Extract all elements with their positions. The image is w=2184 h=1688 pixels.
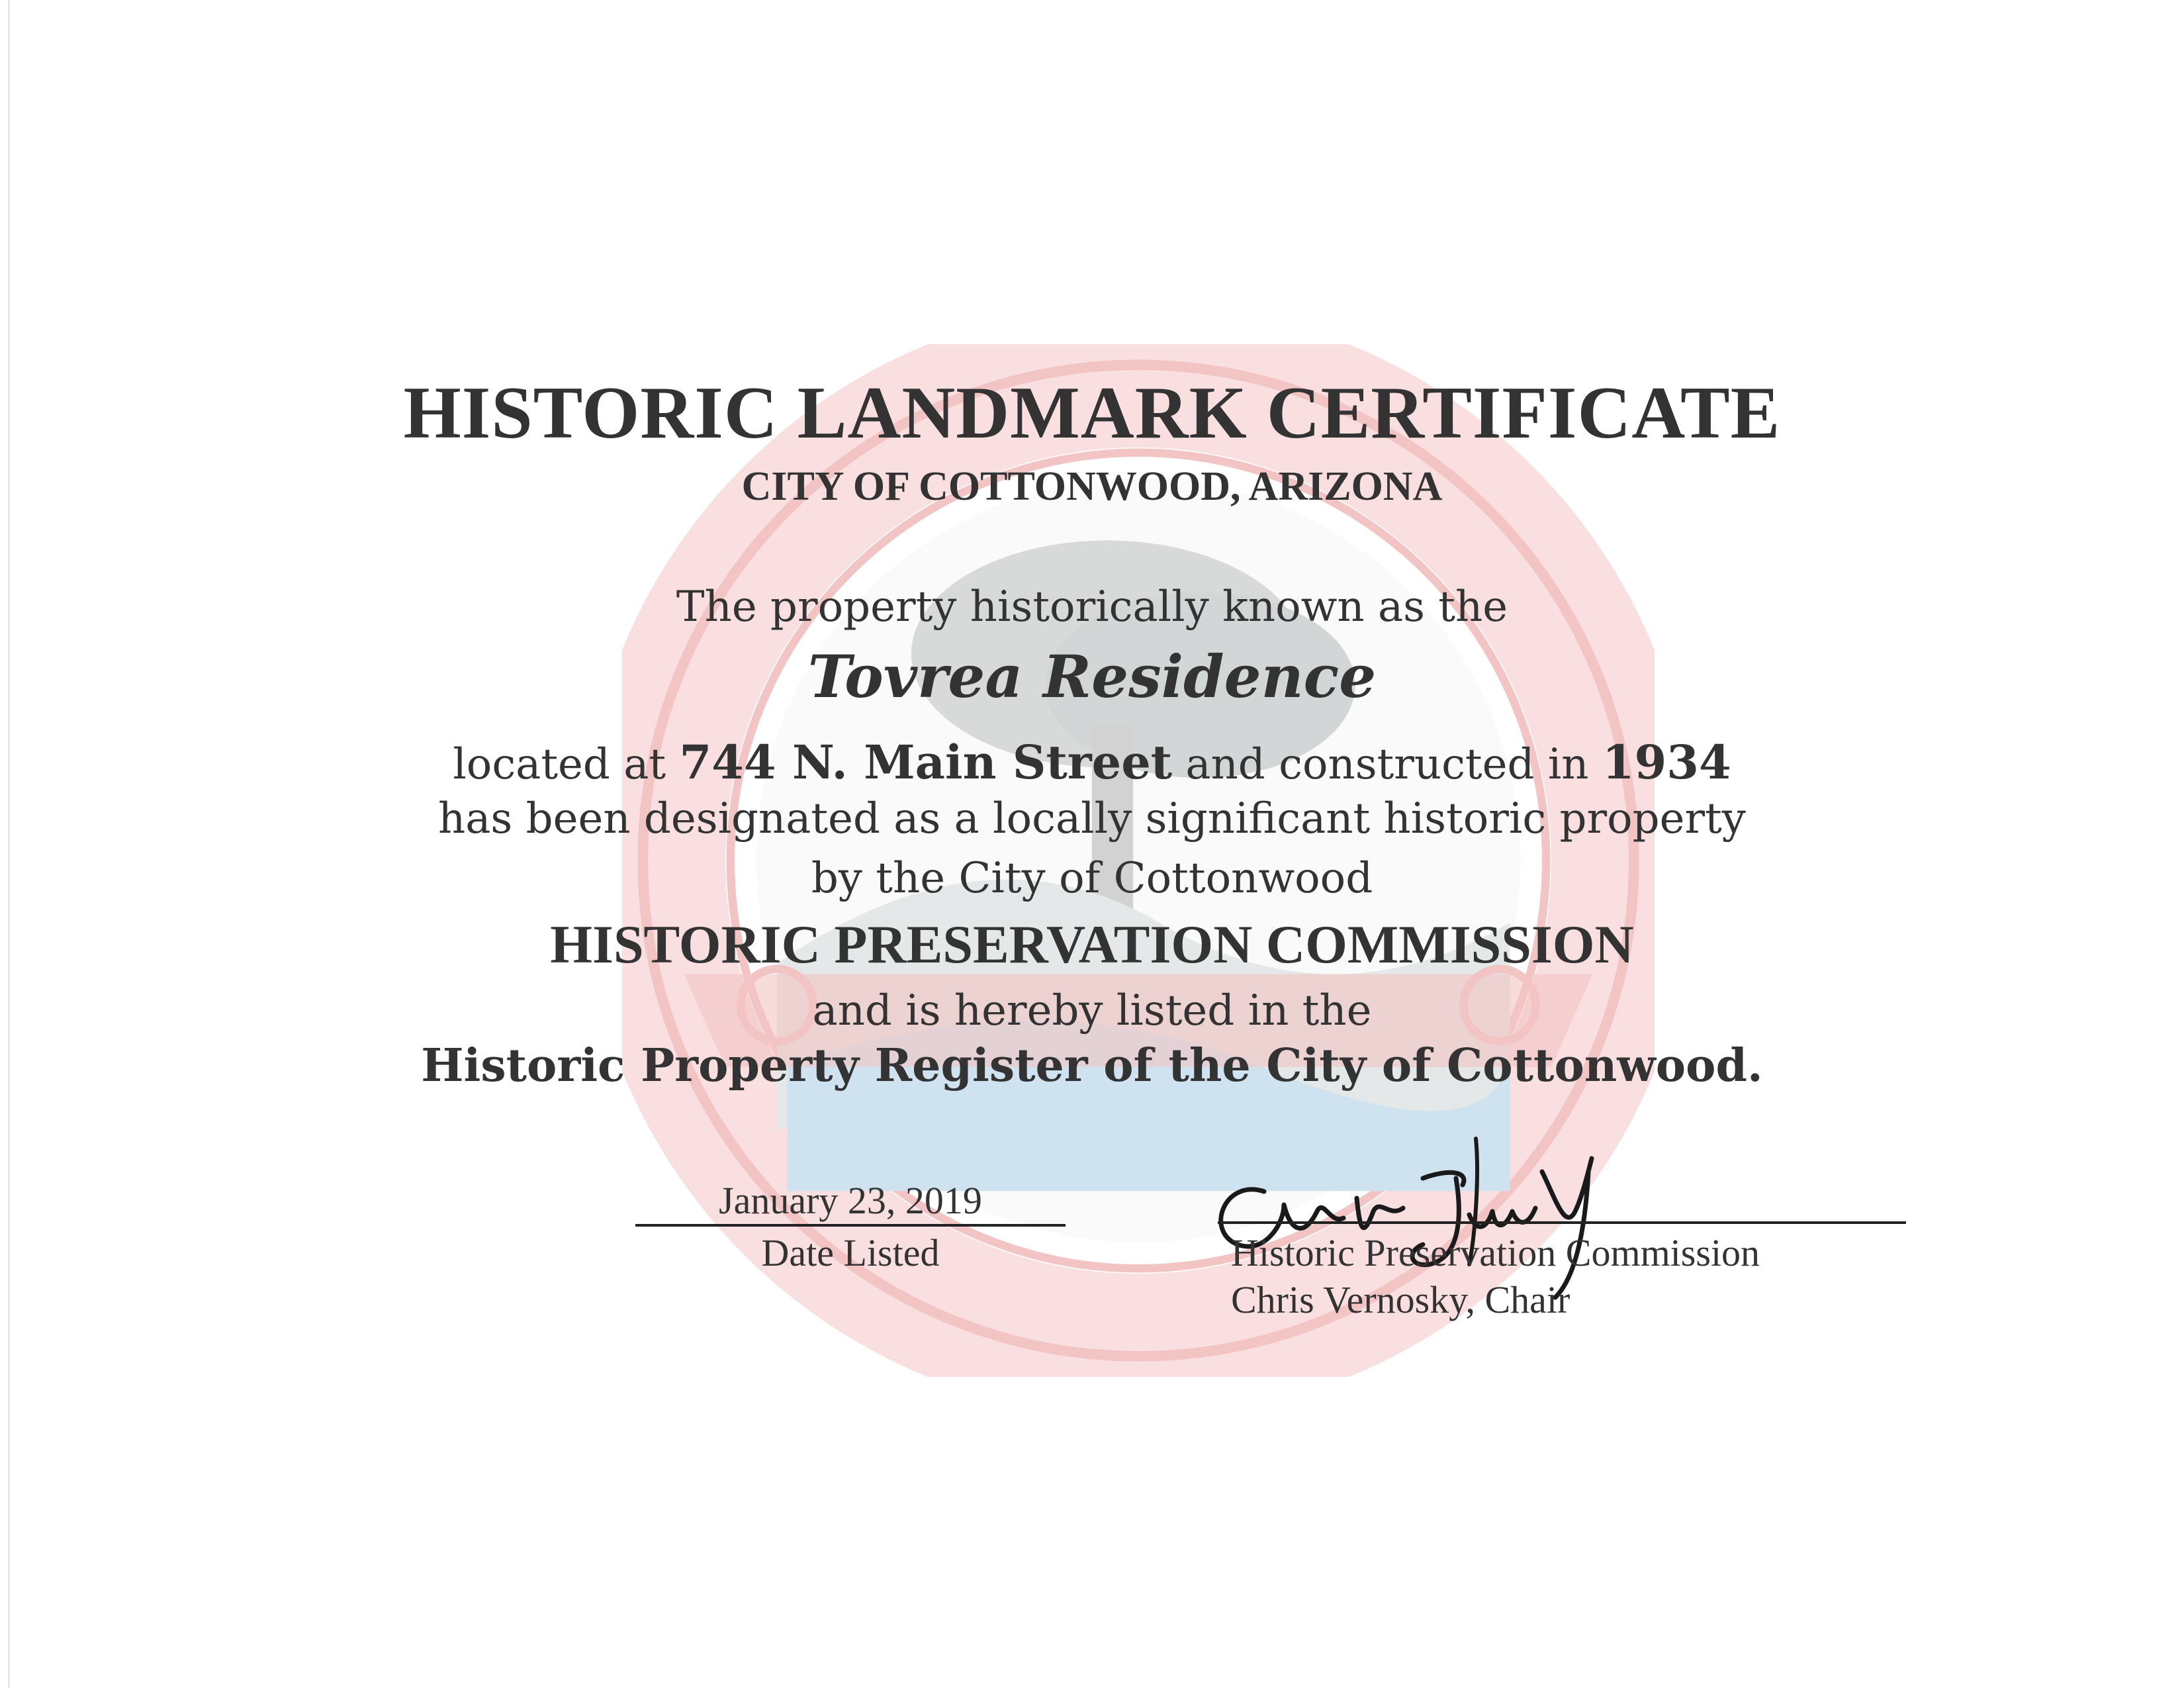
intro-text: The property historically known as the: [676, 583, 1508, 632]
location-line: [0, 735, 2184, 790]
constructed-prefix: and constructed: [1185, 740, 1535, 789]
certificate-title: HISTORIC LANDMARK CERTIFICATE: [403, 372, 1781, 454]
date-listed-label: Date Listed: [761, 1231, 940, 1274]
signer-organization: Historic Preservation Commission: [1231, 1231, 1760, 1274]
designation-line: has been designated as a locally significant historic property: [438, 794, 1746, 843]
signer-name: Chris Vernosky, Chair: [1231, 1278, 1570, 1321]
register-line: Historic Property Register of the City of Cottonwood.: [421, 1039, 1763, 1092]
property-name: Tovrea Residence: [807, 642, 1377, 711]
signature-line: [1218, 1221, 1906, 1224]
property-address: 744 N. Main Street: [679, 735, 1173, 790]
by-city-line: by the City of Cottonwood: [811, 854, 1373, 903]
constructed-in: in: [1547, 740, 1589, 789]
date-listed-block: [635, 1178, 1066, 1275]
date-listed-value: January 23, 2019: [635, 1178, 1066, 1227]
certificate-subtitle: CITY OF COTTONWOOD, ARIZONA: [741, 464, 1443, 509]
commission-heading: HISTORIC PRESERVATION COMMISSION: [550, 914, 1634, 974]
located-prefix: located at: [453, 740, 666, 789]
commission-signature-block: [1218, 1221, 1906, 1322]
listed-line: and is hereby listed in the: [812, 986, 1372, 1035]
construction-year: 1934: [1602, 735, 1731, 790]
